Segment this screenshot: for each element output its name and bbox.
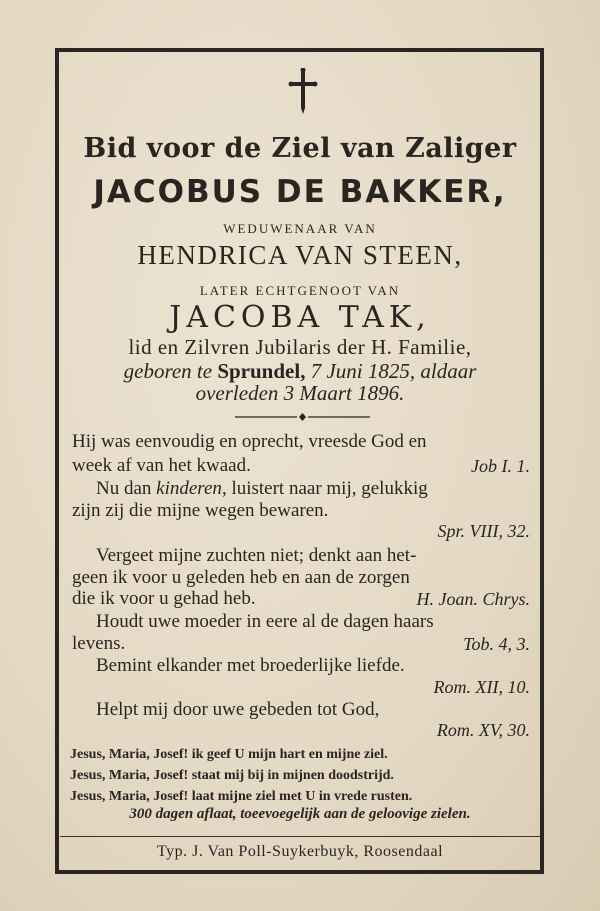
verse-text: , luistert naar mij, gelukkig [221, 478, 428, 499]
membership-line: lid en Zilvren Jubilaris der H. Familie, [128, 335, 472, 359]
printer-credit: Typ. J. Van Poll-Suykerbuyk, Roosendaal [156, 843, 444, 860]
verse-reference: H. Joan. Chrys. [416, 589, 530, 609]
indulgence-note: 300 dagen aflaat, toeevoegelijk aan de geloovige zielen. [129, 806, 471, 822]
verse-line: Helpt mij door uwe gebeden tot God, [96, 699, 380, 720]
verse-reference: Job I. 1. [471, 456, 530, 476]
verse-line [96, 478, 561, 500]
relation-widower: WEDUWENAAR VAN [223, 221, 377, 236]
verse-reference: Tob. 4, 3. [463, 634, 530, 654]
verse-reference: Spr. VIII, 32. [437, 521, 530, 541]
verse-reference: Rom. XV, 30. [436, 720, 530, 740]
verse-reference: Rom. XII, 10. [433, 677, 530, 697]
prayer-line: Jesus, Maria, Josef! laat mijne ziel met U in vrede rusten. [70, 789, 413, 804]
verse-emphasis: kinderen [156, 478, 222, 499]
ornamental-rule [235, 413, 370, 421]
prayer-line: Jesus, Maria, Josef! ik geef U mijn hart en mijne ziel. [70, 747, 388, 762]
cross-icon [288, 68, 318, 116]
born-place: Sprundel, [217, 359, 306, 383]
prayer-line: Jesus, Maria, Josef! staat mij bij in mijnen doodstrijd. [70, 768, 394, 783]
born-date: 7 Juni 1825, aldaar [310, 359, 477, 383]
verse-line: week af van het kwaad. [72, 455, 251, 476]
verse-line: geen ik voor u geleden heb en aan de zorgen [72, 567, 410, 588]
death-line: overleden 3 Maart 1896. [195, 381, 405, 405]
verse-line: Vergeet mijne zuchten niet; denkt aan het- [96, 545, 417, 566]
relation-later-spouse: LATER ECHTGENOOT VAN [199, 283, 401, 298]
verse-line: Hij was eenvoudig en oprecht, vreesde God en [72, 431, 427, 452]
second-spouse-name: JACOBA TAK, [169, 300, 431, 335]
footer-divider [60, 836, 540, 837]
verse-line: levens. [72, 633, 126, 654]
verse-line: Houdt uwe moeder in eere al de dagen haars [96, 611, 434, 632]
born-prefix: geboren te [123, 359, 213, 383]
verse-line: die ik voor u gehad heb. [72, 588, 256, 609]
verse-line: Bemint elkander met broederlijke liefde. [96, 655, 405, 676]
verse-line: zijn zij die mijne wegen bewaren. [72, 500, 329, 521]
deceased-name: JACOBUS DE BAKKER, [93, 174, 507, 210]
first-spouse-name: HENDRICA VAN STEEN, [137, 240, 463, 270]
invocation: Bid voor de Ziel van Zaliger [83, 133, 517, 164]
verse-text: Nu dan [96, 478, 157, 499]
